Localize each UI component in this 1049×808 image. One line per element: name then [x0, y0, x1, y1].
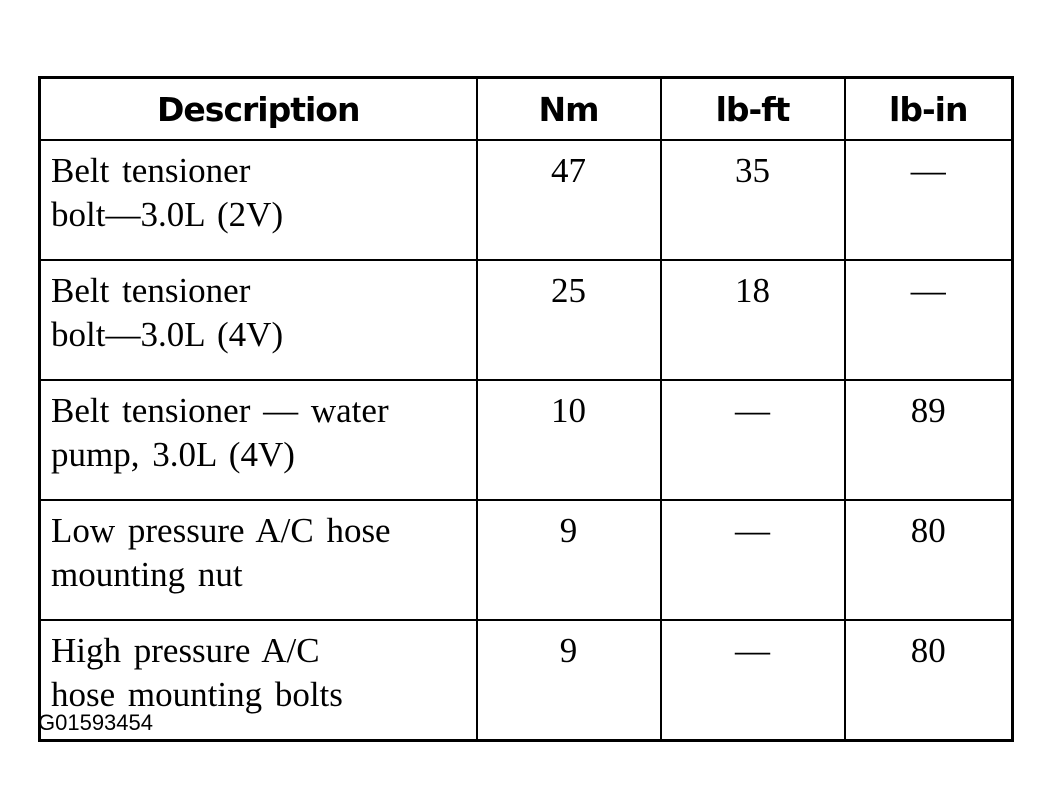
description-cell: [40, 380, 477, 500]
torque-spec-table: [38, 76, 1014, 742]
header-lb-ft: lb-ft: [661, 78, 845, 141]
lb-in-cell: 89: [845, 380, 1013, 500]
header-nm: Nm: [477, 78, 661, 141]
description-line: High pressure A/C: [51, 631, 320, 670]
table-row: [40, 620, 1013, 741]
description-cell: [40, 260, 477, 380]
description-line: mounting nut: [51, 555, 243, 594]
lb-ft-cell: —: [661, 380, 845, 500]
header-lb-in: lb-in: [845, 78, 1013, 141]
lb-in-cell: 80: [845, 500, 1013, 620]
table-row: [40, 260, 1013, 380]
description-line: pump, 3.0L (4V): [51, 435, 295, 474]
lb-in-cell: 80: [845, 620, 1013, 741]
description-cell: [40, 500, 477, 620]
nm-cell: 25: [477, 260, 661, 380]
figure-id: G01593454: [38, 710, 153, 735]
description-line: bolt—3.0L (4V): [51, 315, 284, 354]
description-line: Belt tensioner — water: [51, 391, 389, 430]
nm-cell: 9: [477, 500, 661, 620]
table-row: [40, 380, 1013, 500]
lb-ft-cell: 18: [661, 260, 845, 380]
nm-cell: 10: [477, 380, 661, 500]
lb-ft-cell: —: [661, 620, 845, 741]
description-line: Belt tensioner: [51, 151, 251, 190]
description-line: Low pressure A/C hose: [51, 511, 391, 550]
lb-ft-cell: 35: [661, 140, 845, 260]
description-line: Belt tensioner: [51, 271, 251, 310]
description-line: bolt—3.0L (2V): [51, 195, 284, 234]
lb-ft-cell: —: [661, 500, 845, 620]
table-row: [40, 140, 1013, 260]
lb-in-cell: —: [845, 140, 1013, 260]
nm-cell: 47: [477, 140, 661, 260]
table-row: [40, 500, 1013, 620]
description-cell: [40, 140, 477, 260]
table-header-row: [40, 78, 1013, 141]
header-description: Description: [40, 78, 477, 141]
nm-cell: 9: [477, 620, 661, 741]
lb-in-cell: —: [845, 260, 1013, 380]
description-line: hose mounting bolts: [51, 675, 343, 714]
